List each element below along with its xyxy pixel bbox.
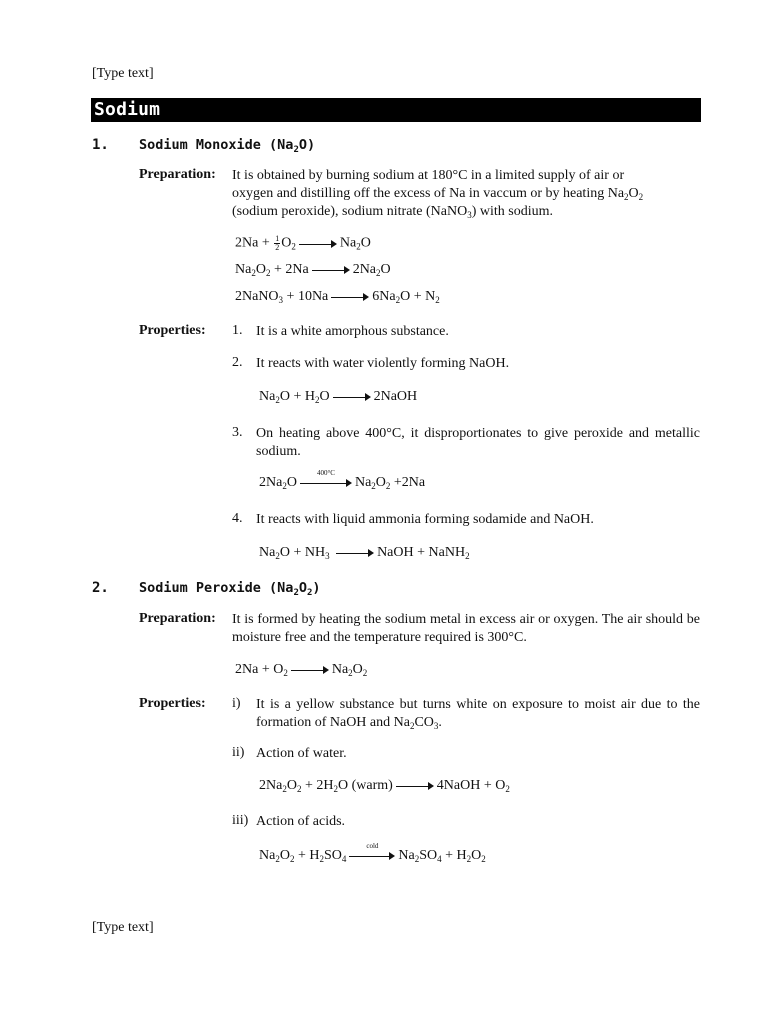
reaction-arrow: cold: [349, 851, 395, 861]
section-2-number: 2.: [92, 580, 109, 596]
section-1-heading: Sodium Monoxide $(Na_2O)$: [139, 137, 316, 155]
reaction-arrow: [312, 265, 350, 275]
reaction-arrow: [396, 781, 434, 791]
page-header: [Type text]: [92, 66, 154, 81]
section-2-preparation-label: Preparation:: [139, 611, 216, 626]
section-1-preparation-text: It is obtained by burning sodium at 180°C in a limited supply of air or oxygen and distilling off the excess of Na in vaccum or by heating $Na_2O_2$ (sodium peroxide), sodium nitrate (NaNO$_3$) with sodium.: [232, 168, 644, 220]
property-number: 2.: [232, 355, 243, 370]
reaction-arrow: [333, 392, 371, 402]
section-1-properties-label: Properties:: [139, 323, 206, 338]
property-number: ii): [232, 745, 245, 760]
page-footer: [Type text]: [92, 920, 154, 935]
property-text: Action of acids.: [256, 814, 346, 829]
section-2-properties-label: Properties:: [139, 696, 206, 711]
section-2-heading: Sodium Peroxide $(Na_2O_2)$: [139, 580, 321, 598]
property-text: It is a yellow substance but turns white on exposure to moist air due to the formation of NaOH and $Na_2CO_3$.: [256, 697, 700, 731]
property-text: It is a white amorphous substance.: [256, 324, 449, 339]
property-text: It reacts with water violently forming NaOH.: [256, 356, 510, 371]
equation-9: $Na_2O_2 + H_2SO_4$ cold $Na_2SO_4 + H_2O_2$: [259, 841, 486, 864]
section-1-number: 1.: [92, 137, 109, 153]
property-number: 4.: [232, 511, 243, 526]
property-number: 3.: [232, 425, 243, 440]
equation-6: $Na_2O + NH_3$ NaOH + NaNH$_2$: [259, 545, 470, 561]
reaction-arrow: 400°C: [300, 478, 352, 488]
property-number: 1.: [232, 323, 243, 338]
section-2-preparation-text: It is formed by heating the sodium metal in excess air or oxygen. The air should be moisture free and the temperature required is 300°C.: [232, 612, 700, 645]
section-1-preparation-label: Preparation:: [139, 167, 216, 182]
equation-4: $Na_2O + H_2O$ 2NaOH: [259, 389, 418, 405]
reaction-arrow: [331, 292, 369, 302]
title-bar: [91, 98, 701, 122]
equation-2: $Na_2O_2 + 2Na$ $2Na_2O$: [235, 262, 391, 278]
property-number: iii): [232, 813, 249, 828]
page-title: Sodium: [94, 99, 161, 120]
reaction-arrow: [299, 239, 337, 249]
property-text: On heating above 400°C, it disproportionates to give peroxide and metallic sodium.: [256, 426, 700, 459]
equation-7: $2Na + O_2$ $Na_2O_2$: [235, 662, 368, 678]
equation-5: $2Na_2O$ 400°C $Na_2O_2 +2Na$: [259, 468, 426, 491]
property-text: Action of water.: [256, 746, 347, 761]
property-number: i): [232, 696, 241, 711]
equation-3: 2NaNO$_3$ + 10Na $6Na_2O + N_2$: [235, 289, 440, 305]
equation-1: 2Na + $\frac{1}{2}$ $O_2$ $Na_2O$: [235, 234, 371, 252]
reaction-arrow: [291, 665, 329, 675]
reaction-arrow: [336, 548, 374, 558]
property-text: It reacts with liquid ammonia forming sodamide and NaOH.: [256, 512, 594, 527]
equation-8: $2Na_2O_2 + 2H_2O$ (warm) 4NaOH + $O_2$: [259, 778, 510, 794]
